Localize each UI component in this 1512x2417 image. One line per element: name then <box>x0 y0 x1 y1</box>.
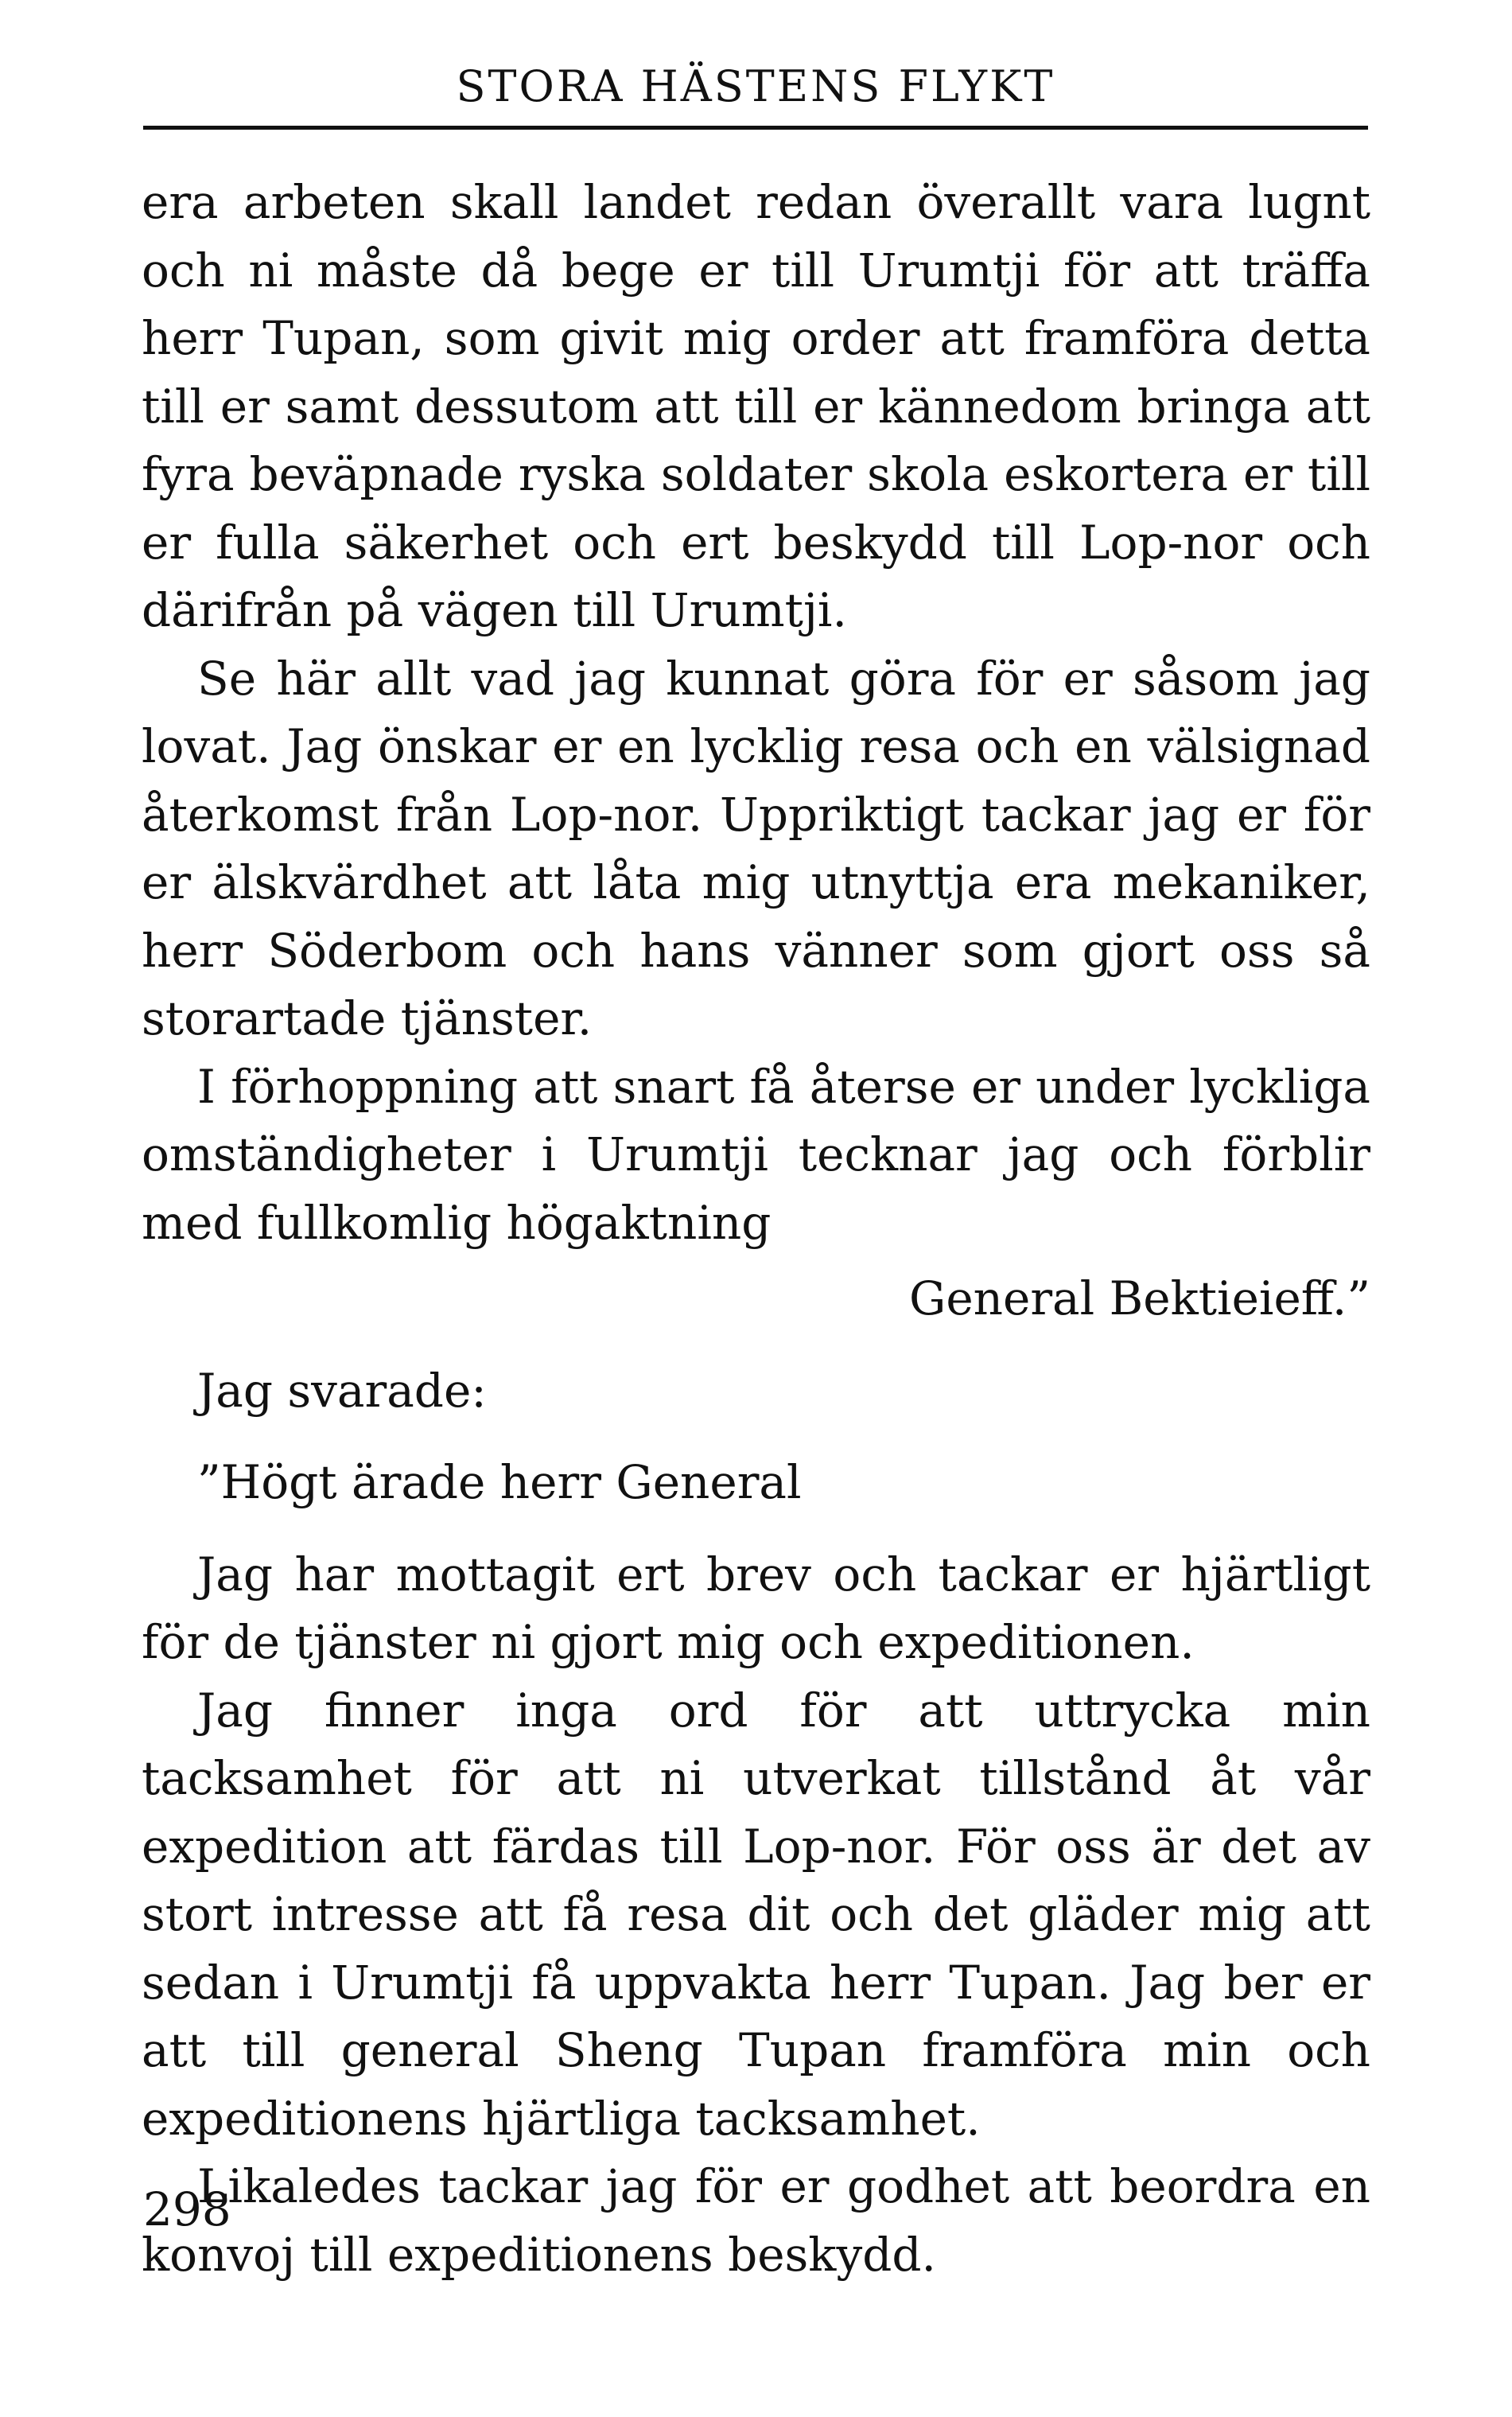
reply-salutation: ”Högt ärade herr General <box>197 1455 802 1509</box>
reply-intro: Jag svarade: <box>197 1363 487 1418</box>
header-rule <box>143 126 1368 130</box>
page-number: 298 <box>143 2182 231 2236</box>
letter-paragraph-1: era arbeten skall landet redan överallt vara lugnt och ni måste då bege er till Urumtji för att träffa herr Tupan, som givit mig order att framföra detta till er samt dessutom att till er kännedom bringa att fyra beväpnade ryska soldater skola eskortera er till er fulla säkerhet och ert beskydd till Lop-nor och därifrån på vägen till Urumtji. <box>142 175 1370 637</box>
reply-paragraph-2: Jag finner inga ord för att uttrycka min tacksamhet för att ni utverkat tillstånd åt vår expedition att färdas till Lop-nor. För oss är det av stort intresse att få resa dit och det gläder mig att sedan i Urumtji få uppvakta herr Tupan. Jag ber er att till general Sheng Tupan framföra min och expeditionens hjärtliga tacksamhet. <box>142 1683 1370 2146</box>
running-head: STORA HÄSTENS FLYKT <box>456 61 1055 111</box>
reply-paragraph-3: Likaledes tackar jag för er godhet att beordra en konvoj till expeditionens beskydd. <box>142 2159 1370 2282</box>
letter-paragraph-3: I förhoppning att snart få återse er under lyckliga omständigheter i Urumtji tecknar jag och förblir med fullkomlig högaktning <box>142 1059 1370 1250</box>
reply-paragraph-1: Jag har mottagit ert brev och tackar er hjärtligt för de tjänster ni gjort mig och expeditionen. <box>142 1547 1370 1669</box>
letter-signature: General Bektieieff.” <box>909 1271 1370 1325</box>
body-text <box>142 169 1370 2289</box>
letter-paragraph-2: Se här allt vad jag kunnat göra för er såsom jag lovat. Jag önskar er en lycklig resa och en välsignad återkomst från Lop-nor. Uppriktigt tackar jag er för er älskvärdhet att låta mig utnyttja era mekaniker, herr Söderbom och hans vänner som gjort oss så storartade tjänster. <box>142 651 1370 1045</box>
